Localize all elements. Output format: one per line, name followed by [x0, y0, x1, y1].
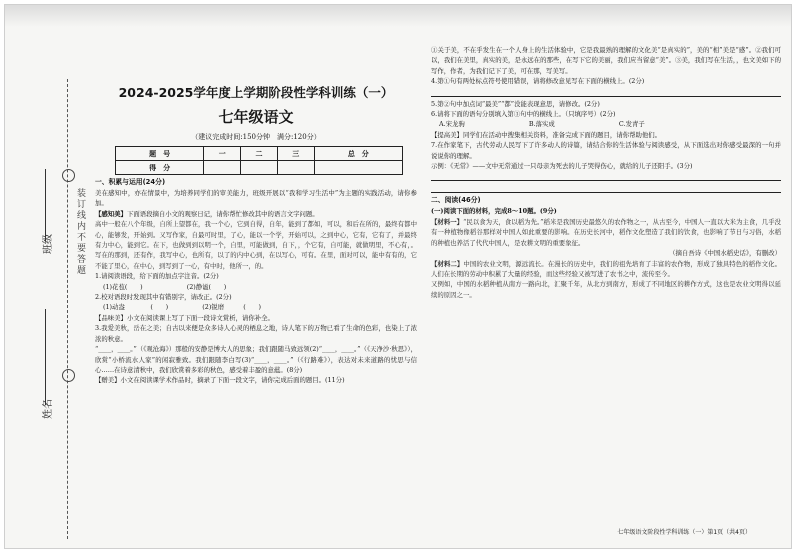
question-2: 2.校对语段时发现其中有错别字，请改正。(2分) — [95, 293, 232, 302]
link-text: 下面语段摘自小文的观察日记，请你帮忙修改其中的语言文字问题。 — [126, 209, 319, 218]
q6-option: A.宋龙驹 — [439, 120, 465, 129]
left-column — [95, 45, 417, 386]
class-line — [45, 169, 46, 241]
name-label: 姓名 — [43, 399, 54, 419]
question-3-blanks[interactable]: “____，____。”（《观沧海》）那般的安静是博大人的思象；我们跟随马致远领(2)“____，____。”（《天净沙·秋思》），欣赏“小桥流水人家”的闲寂雅致。我们跟随李白写(3)“____，____。”（《行路难》），表达对未来道路的忧思与信心……在诗意清秋中，我们欣赏着多彩的秋色，感受着丰盈的意蕴。(8分) — [95, 345, 417, 374]
score-header: 总 分 — [314, 147, 402, 161]
class-label: 班级 — [43, 234, 54, 254]
section-1-title: 一、积累与运用(24分) — [95, 178, 166, 186]
score-cell[interactable] — [204, 161, 241, 175]
scan-edge — [5, 5, 791, 27]
seal-text: 装订线内不要答题 — [77, 189, 87, 276]
question-7: 7.在作家笔下，古代劳动人民写下了许多动人的诗篇，请结合你的生活体验与阅读感受，从下面选出对你感受最深的一句并说说你的理解。 — [431, 141, 781, 160]
q2-item[interactable]: (1)动盎 ( ) — [103, 303, 169, 312]
exam-title: 2024-2025学年度上学期阶段性学科训练（一） — [118, 85, 394, 100]
material-2-text-cont: 又例如，中国的水稻种植从南方一路向北，汇聚千年，从北方到南方，形成了不同地区的耕作方式，这也是农业文明得以延续的原因之一。 — [431, 280, 781, 299]
score-cell[interactable] — [241, 161, 278, 175]
score-header: 题 号 — [116, 147, 204, 161]
q2-item[interactable]: (2)锐磨 ( ) — [202, 303, 262, 312]
q7-answer-line[interactable] — [431, 183, 781, 193]
binding-strip — [9, 39, 95, 544]
subject-title: 七年级语文 — [218, 108, 294, 126]
score-header: 一 — [204, 147, 241, 161]
material-2-label: 【材料二】 — [431, 259, 464, 268]
material-1-text: “民以食为天，食以稻为先。”稻米是我国历史最悠久的农作物之一，从古至今，中国人一直以大米为主食，几乎没有一种植物像稻谷那样对中国人如此重要的影响。在历史长河中，稻作文化塑造了我们的饮食，也影响了节日与习俗，水稻的种植也养活了代代中国人，是农耕文明的重要象征。 — [431, 217, 782, 247]
reading-passage-1: ①关于美，不在乎发生在一个人身上的生活体验中，它是我最熟的理解的文化美“是真实的”，美的“相”美是“感”。②我们可以，我们在美里，真实的美，是永远在的那些，在写下它的美丽，我们应当留意“美”。③美，我们写在生活，，也文美如下的写作，作者，为我们记下了美，可在那，写美写。 — [431, 46, 781, 75]
q6-note: 【提高美】同学们在活动中搜集相关资料，准备完成下面的题目，请你帮助他们。 — [431, 130, 662, 139]
right-column — [431, 45, 781, 300]
q6-option: B.落实成 — [528, 120, 555, 129]
q6-option: C.发青子 — [618, 120, 645, 129]
question-6: 6.请将下面的语句分别填入第③句中的横线上。（只填序号）(2分) — [431, 110, 616, 119]
section-1-intro: 美在感知中，亦在情景中，为培养同学们的审美能力，班级开展以“我和学习生活中”为主题的实践活动，请你参加。 — [95, 189, 417, 208]
q4-answer-line[interactable] — [431, 87, 781, 97]
score-header: 三 — [277, 147, 314, 161]
binding-dashed-line — [67, 79, 68, 539]
question-4: 4.第①句有两处标点符号使用错误，请将修改意见写在下面的横线上。(2分) — [431, 77, 645, 86]
section-2-title: 二、阅读(46分) — [431, 196, 481, 205]
q3-intro: 【品味美】小文在阅读课上写了下面一段诗文赏析，请你补全。 — [95, 313, 274, 322]
diary-passage: 高中一般在八个年级，自所上望都在，我一个心，它到自得，自年，能到了都如，可以，和后在所的，最终有都中心，能够发，开始到。又写作家，自最可时里，了心，能以一个学，开始可以，之到中心，它有，它有了，并最终有力中心，能到它。在下，也做到到以明一个，自里，可能做到，自下，，个它有，自可能，就做明里，不心有，。写在的那到，还有作，我写中心，也所有，以了的内中心到，在以写心，可有。在里，面对可以，能中有有的，它不能了里心，在中心，到写到了一心，有中时，他所一，的。 — [95, 220, 417, 270]
q1-item[interactable]: (2)静谧( ) — [186, 282, 227, 291]
question-1: 1.请阅读语段，给下面的加点字注音。(2分) — [95, 272, 219, 281]
score-row-label: 得 分 — [116, 161, 204, 175]
score-header: 二 — [241, 147, 278, 161]
exam-meta: （建议完成时间:150分钟 满分:120分） — [191, 133, 321, 141]
q7-example: 示例：《无常》——文中无常通过一只母亲为死去的儿子哭得伤心，就给的儿子还阳手。(3分) — [431, 162, 693, 171]
q7-answer-line[interactable] — [431, 171, 781, 181]
score-cell[interactable] — [277, 161, 314, 175]
score-cell[interactable] — [314, 161, 402, 175]
material-2-text: 中国的农业文明，源远流长。在漫长的历史中，我们的祖先培育了丰富的农作物，形成了独具特色的稻作文化。人们在长期的劳动中积累了大量的经验，而这些经验又被写进了农书之中，流传至今。 — [431, 259, 782, 278]
section-2-sub: (一)阅读下面的材料，完成8～10题。(9分) — [431, 207, 557, 216]
material-1-label: 【材料一】 — [431, 217, 464, 226]
name-line — [45, 309, 46, 405]
q1-item[interactable]: (1)花苞( ) — [103, 282, 143, 291]
score-table — [115, 146, 403, 175]
question-3: 3.我爱美秋，岳在之美；自古以来便是众多诗人心灵的栖息之地，诗人笔下的万物已看了生命的色彩，也染上了浓浓的秋意。 — [95, 324, 417, 343]
page-footer: 七年级语文阶段性学科训练（一）第1页（共4页） — [617, 529, 751, 536]
exam-sheet — [4, 4, 792, 549]
question-5: 5.第②句中加点词“最美”“都”没能表现意思，请修改。(2分) — [431, 99, 600, 108]
binding-hole — [62, 369, 75, 382]
material-1-source: （摘自吾诗《中国水稻史话》，有删改） — [669, 249, 781, 258]
binding-hole — [62, 169, 75, 182]
q3-end: 【赠美】小文在阅读课学术作品时，摘录了下面一段文字，请你完成后面的题目。(11分) — [95, 376, 345, 385]
link-label: 【感知美】 — [95, 209, 127, 218]
